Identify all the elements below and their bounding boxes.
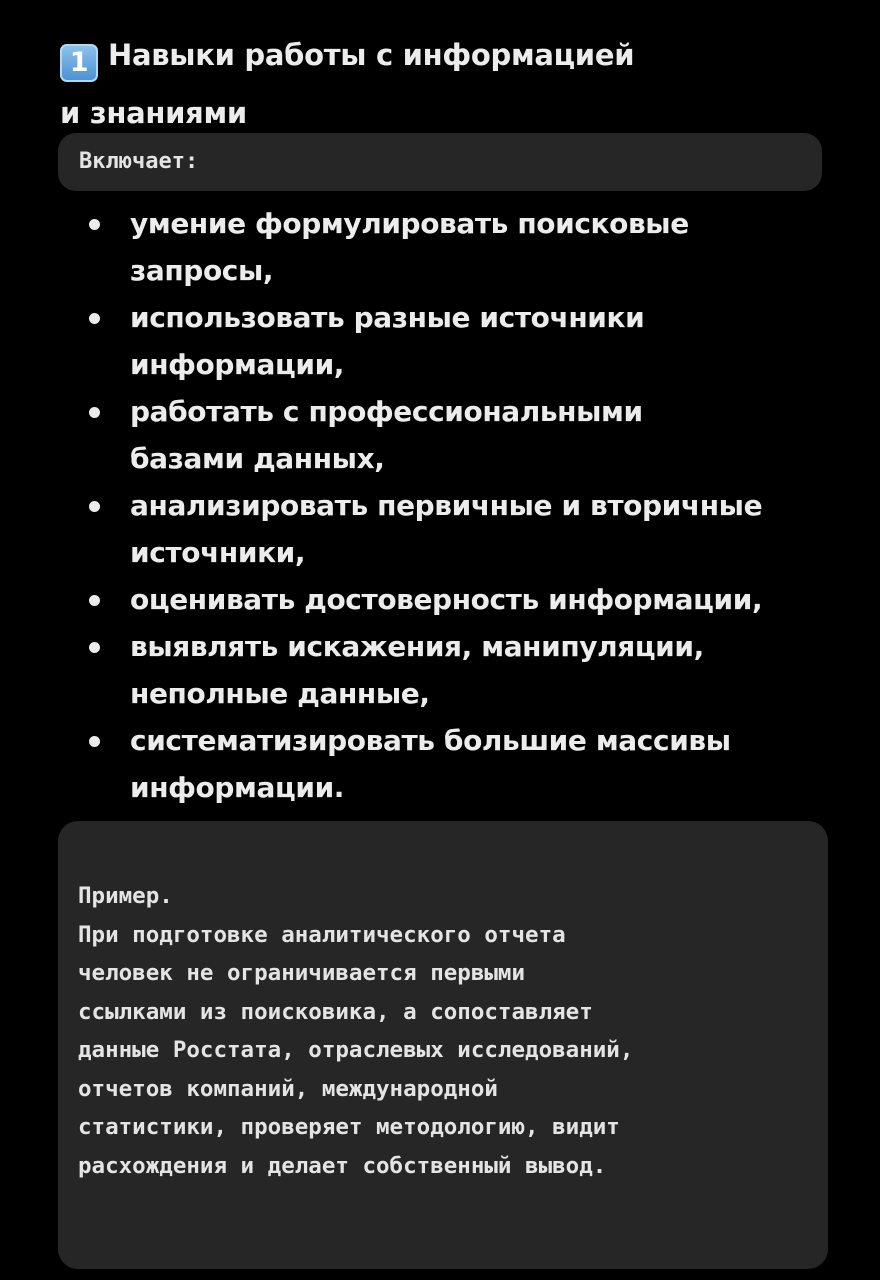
- heading-title: Навыки работы с информацией: [108, 38, 635, 72]
- example-line: отчетов компаний, международной: [78, 1075, 498, 1102]
- list-item: [0, 388, 880, 482]
- example-line: расхождения и делает собственный вывод.: [78, 1152, 607, 1179]
- list-item-line: выявлять искажения, манипуляции,: [130, 630, 704, 663]
- list-item-line: работать с профессиональными: [130, 395, 643, 428]
- bullet-icon: [89, 219, 100, 230]
- list-item: [0, 576, 880, 623]
- skills-list: [0, 200, 880, 811]
- example-line: ссылками из поисковика, а сопоставляет: [78, 998, 593, 1025]
- list-item-line: оценивать достоверность информации,: [130, 583, 763, 616]
- list-item-line: анализировать первичные и вторичные: [130, 489, 763, 522]
- heading-line-1: [60, 26, 840, 84]
- list-item-line: информации,: [130, 348, 345, 381]
- list-item: [0, 200, 880, 294]
- example-box: [58, 821, 828, 1269]
- list-item-line: базами данных,: [130, 442, 385, 475]
- example-title: Пример.: [78, 883, 173, 909]
- list-item-line: источники,: [130, 536, 306, 569]
- list-item-line: систематизировать большие массивы: [130, 724, 731, 757]
- heading-line-2: и знаниями: [60, 96, 247, 130]
- list-item-line: запросы,: [130, 254, 274, 287]
- list-item: [0, 482, 880, 576]
- list-item-line: использовать разные источники: [130, 301, 645, 334]
- includes-label: Включает:: [79, 149, 199, 174]
- bullet-icon: [89, 501, 100, 512]
- list-item: [0, 294, 880, 388]
- section-heading: [60, 26, 840, 142]
- bullet-icon: [89, 407, 100, 418]
- bullet-icon: [89, 736, 100, 747]
- example-line: данные Росстата, отраслевых исследований,: [78, 1037, 634, 1063]
- example-line: При подготовке аналитического отчета: [78, 921, 566, 948]
- list-item-line: умение формулировать поисковые: [130, 207, 689, 240]
- bullet-icon: [89, 313, 100, 324]
- bullet-icon: [89, 642, 100, 653]
- example-line: человек не ограничивается первыми: [78, 960, 526, 986]
- example-line: статистики, проверяет методологию, видит: [78, 1114, 620, 1140]
- includes-label-box: [58, 133, 822, 191]
- list-item: [0, 623, 880, 717]
- bullet-icon: [89, 595, 100, 606]
- list-item: [0, 717, 880, 811]
- list-item-line: неполные данные,: [130, 677, 430, 710]
- keycap-number-icon: 1: [60, 44, 98, 82]
- list-item-line: информации.: [130, 771, 345, 804]
